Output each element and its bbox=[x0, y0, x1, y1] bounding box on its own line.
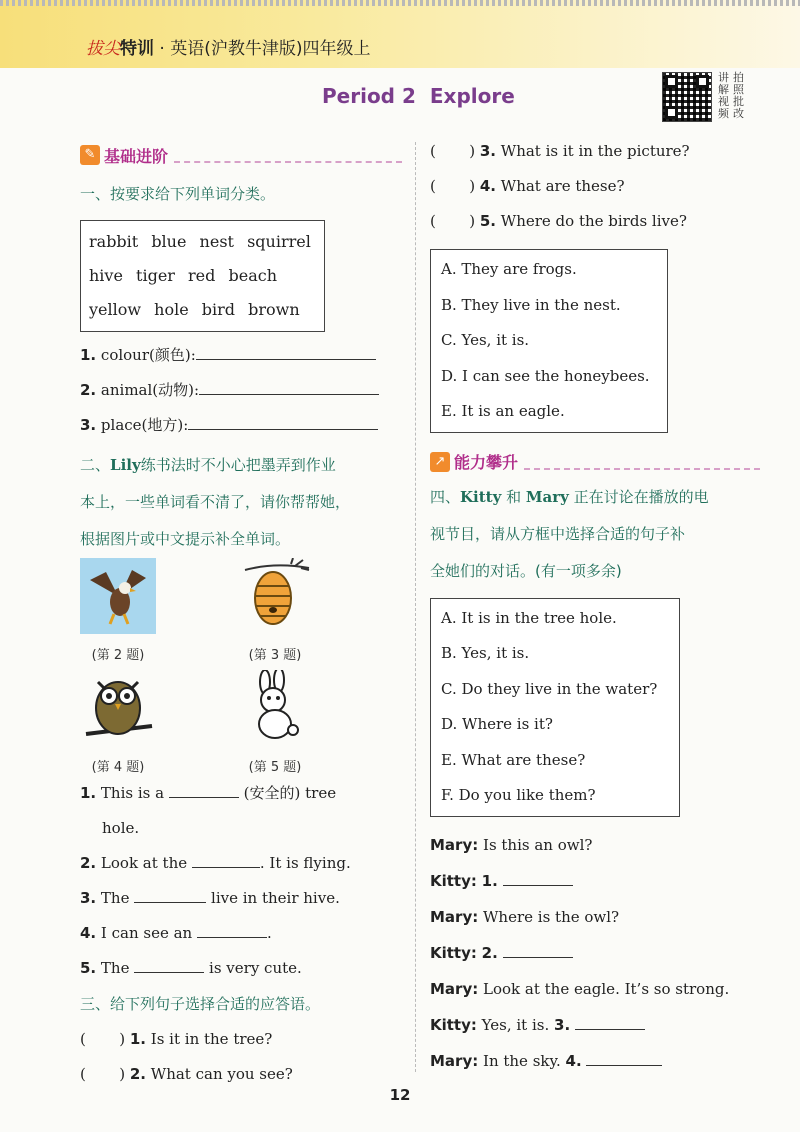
option: F. Do you like them? bbox=[441, 786, 596, 804]
q1-item-3 bbox=[80, 408, 402, 443]
item-text: is very cute. bbox=[209, 959, 302, 977]
qr-char: 讲 bbox=[718, 71, 729, 84]
book-brand bbox=[86, 34, 370, 59]
owl-icon bbox=[80, 670, 156, 746]
q2-text: 本上，一些单词看不清了，请你帮帮她， bbox=[80, 493, 351, 511]
option: E. It is an eagle. bbox=[441, 402, 565, 420]
blank-number: 1. bbox=[481, 871, 498, 890]
q2-name: Lily bbox=[110, 456, 141, 474]
caption: (第 2 题) bbox=[91, 648, 145, 663]
book-subtitle: 英语(沪教牛津版)四年级上 bbox=[170, 39, 371, 59]
item-number: 2. bbox=[80, 381, 97, 399]
item-text: This is a bbox=[100, 784, 165, 802]
dialogue-line bbox=[430, 1007, 760, 1043]
answer-blank[interactable] bbox=[575, 1016, 645, 1030]
q4-options-box bbox=[430, 598, 680, 817]
item-text: Look at the bbox=[100, 854, 188, 872]
qr-finder-tr bbox=[696, 75, 709, 88]
q2-items bbox=[80, 776, 405, 1092]
q4-number: 四、 bbox=[430, 487, 461, 506]
q3-item-1: ( ) 1. Is it in the tree? bbox=[80, 1030, 273, 1048]
option: B. They live in the nest. bbox=[441, 295, 621, 314]
section-basic bbox=[80, 142, 402, 168]
eagle-icon bbox=[80, 558, 156, 634]
answer-blank[interactable] bbox=[134, 959, 204, 973]
brand-bajian: 拔尖 bbox=[86, 39, 120, 59]
answer-blank[interactable] bbox=[197, 924, 267, 938]
header-perforation bbox=[0, 0, 800, 6]
item-number: 2. bbox=[80, 854, 97, 872]
dialogue-text: Where is the owl? bbox=[483, 907, 620, 926]
speaker: Kitty: bbox=[430, 871, 477, 890]
q4-text: 全她们的对话。(有一项多余) bbox=[430, 561, 622, 580]
word: rabbit bbox=[89, 232, 139, 251]
item-text: animal(动物): bbox=[100, 381, 200, 399]
beehive-icon bbox=[235, 558, 315, 634]
item-text: What is it in the picture? bbox=[500, 142, 690, 160]
answer-blank[interactable] bbox=[196, 346, 376, 360]
item-text: Is it in the tree? bbox=[150, 1030, 273, 1048]
answer-blank[interactable] bbox=[503, 944, 573, 958]
word: blue bbox=[151, 232, 187, 251]
q2-item-2 bbox=[80, 846, 405, 881]
answer-blank[interactable] bbox=[192, 854, 260, 868]
qr-char: 批 bbox=[733, 95, 744, 108]
section-advanced bbox=[430, 449, 760, 475]
item-number: 4. bbox=[479, 177, 496, 195]
dialogue-line bbox=[430, 935, 760, 971]
q4-prompt bbox=[430, 479, 760, 590]
word: squirrel bbox=[247, 232, 311, 251]
q2-item-4 bbox=[80, 916, 405, 951]
qr-finder-tl bbox=[665, 75, 678, 88]
q2-number: 二、 bbox=[80, 456, 111, 474]
item-text: What are these? bbox=[500, 177, 625, 195]
item-number: 3. bbox=[80, 889, 97, 907]
caption: (第 4 题) bbox=[91, 760, 145, 775]
q2-item-1-cont: hole. bbox=[102, 819, 140, 837]
word: brown bbox=[248, 300, 300, 319]
q4-name: Mary bbox=[525, 487, 569, 506]
q3-prompt: 三、给下列句子选择合适的应答语。 bbox=[80, 995, 321, 1013]
eagle-picture bbox=[80, 558, 156, 663]
word: yellow bbox=[89, 300, 142, 319]
word: beach bbox=[228, 266, 277, 285]
dialogue-text: Is this an owl? bbox=[483, 835, 593, 854]
word-row-1 bbox=[89, 225, 316, 259]
q1-item-1 bbox=[80, 338, 402, 373]
word-box bbox=[80, 220, 325, 332]
dialogue-line bbox=[430, 827, 760, 863]
item-text: What can you see? bbox=[150, 1065, 293, 1083]
option: D. I can see the honeybees. bbox=[441, 366, 650, 385]
item-text: colour(颜色): bbox=[100, 346, 196, 364]
section-title: 能力攀升 bbox=[454, 453, 519, 472]
option: B. Yes, it is. bbox=[441, 644, 530, 662]
q2-item-3 bbox=[80, 881, 405, 916]
word: tiger bbox=[136, 266, 175, 285]
answer-blank[interactable] bbox=[188, 416, 378, 430]
dialogue-text: In the sky. bbox=[483, 1051, 561, 1070]
left-column bbox=[80, 142, 402, 558]
pencil-icon: ✎ bbox=[80, 145, 100, 165]
item-hint: (安全的) bbox=[243, 784, 301, 802]
item-number: 3. bbox=[479, 142, 496, 160]
option: E. What are these? bbox=[441, 750, 586, 769]
option: D. Where is it? bbox=[441, 715, 553, 733]
answer-blank[interactable] bbox=[169, 784, 239, 798]
item-number: 1. bbox=[129, 1030, 146, 1048]
item-text: place(地方): bbox=[100, 416, 189, 434]
section-rule bbox=[174, 161, 402, 163]
qr-char: 频 bbox=[718, 107, 729, 120]
word: red bbox=[188, 266, 216, 285]
item-number: 4. bbox=[80, 924, 97, 942]
speaker: Mary: bbox=[430, 1051, 479, 1070]
item-text: Where do the birds live? bbox=[500, 212, 687, 230]
q1-item-2 bbox=[80, 373, 402, 408]
page-title bbox=[322, 84, 515, 108]
speaker: Kitty: bbox=[430, 1015, 477, 1034]
dialogue-line bbox=[430, 1043, 760, 1079]
option: C. Yes, it is. bbox=[441, 331, 530, 349]
climb-icon: ↗ bbox=[430, 452, 450, 472]
q3-item-2: ( ) 2. What can you see? bbox=[80, 1065, 293, 1083]
page-number: 12 bbox=[389, 1086, 411, 1104]
q2-item-1 bbox=[80, 776, 405, 811]
word-row-2 bbox=[89, 259, 316, 293]
qr-char: 解 bbox=[718, 83, 729, 96]
item-text: . bbox=[267, 924, 272, 942]
dialogue bbox=[430, 827, 760, 1079]
q2-prompt bbox=[80, 447, 402, 558]
q2-text: 根据图片或中文提示补全单词。 bbox=[80, 530, 291, 548]
item-text: . It is flying. bbox=[259, 854, 351, 872]
speaker: Mary: bbox=[430, 907, 479, 926]
item-number: 5. bbox=[80, 959, 97, 977]
blank-number: 2. bbox=[481, 943, 498, 962]
qr-finder-bl bbox=[665, 106, 678, 119]
item-text: I can see an bbox=[100, 924, 193, 942]
qr-char: 拍 bbox=[733, 71, 744, 84]
hive-picture bbox=[235, 558, 315, 663]
item-number: 5. bbox=[479, 212, 496, 230]
blank-number: 4. bbox=[565, 1051, 582, 1070]
section-title: 基础进阶 bbox=[104, 146, 169, 166]
dialogue-line bbox=[430, 899, 760, 935]
caption: (第 3 题) bbox=[248, 648, 302, 663]
q3-item-3: ( ) 3. What is it in the picture? bbox=[430, 142, 690, 160]
speaker: Kitty: bbox=[430, 943, 477, 962]
word: bird bbox=[201, 300, 236, 319]
item-number: 1. bbox=[80, 784, 97, 802]
q2-text: 练书法时不小心把墨弄到作业 bbox=[140, 456, 336, 474]
q3-options-box bbox=[430, 249, 668, 433]
answer-blank[interactable] bbox=[134, 889, 206, 903]
brand-texun: 特训 bbox=[120, 39, 154, 59]
period-label: Period 2 bbox=[322, 84, 416, 108]
option: A. It is in the tree hole. bbox=[441, 608, 617, 627]
item-text: live in their hive. bbox=[211, 889, 340, 907]
word: hive bbox=[89, 266, 123, 285]
qr-char: 照 bbox=[733, 83, 744, 96]
answer-blank[interactable] bbox=[199, 381, 379, 395]
qr-char: 改 bbox=[733, 107, 744, 120]
q4-text: 正在讨论在播放的电 bbox=[573, 487, 709, 506]
item-number: 3. bbox=[80, 416, 97, 434]
speaker: Mary: bbox=[430, 979, 479, 998]
q3-item-4: ( ) 4. What are these? bbox=[430, 177, 625, 195]
q3-item-5: ( ) 5. Where do the birds live? bbox=[430, 212, 687, 230]
option: C. Do they live in the water? bbox=[441, 679, 658, 698]
q4-text: 视节目，请从方框中选择合适的句子补 bbox=[430, 524, 686, 543]
dialogue-text: Yes, it is. bbox=[481, 1015, 550, 1034]
dialogue-text: Look at the eagle. It’s so strong. bbox=[483, 979, 730, 998]
answer-blank[interactable] bbox=[586, 1052, 662, 1066]
dialogue-line bbox=[430, 863, 760, 899]
answer-blank[interactable] bbox=[503, 872, 573, 886]
column-divider bbox=[415, 142, 416, 1072]
option: A. They are frogs. bbox=[441, 260, 577, 278]
brand-dot: · bbox=[159, 39, 165, 59]
item-number: 2. bbox=[129, 1065, 146, 1083]
word: nest bbox=[199, 232, 234, 251]
word-row-3 bbox=[89, 293, 316, 327]
speaker: Mary: bbox=[430, 835, 479, 854]
item-text: The bbox=[100, 959, 130, 977]
rabbit-picture bbox=[235, 670, 315, 775]
rabbit-icon bbox=[235, 670, 315, 746]
right-column bbox=[430, 134, 760, 1079]
q2-item-5 bbox=[80, 951, 405, 986]
q4-name: Kitty bbox=[460, 487, 502, 506]
section-rule bbox=[524, 468, 760, 470]
dialogue-line bbox=[430, 971, 760, 1007]
caption: (第 5 题) bbox=[248, 760, 302, 775]
qr-char: 视 bbox=[718, 95, 729, 108]
q4-text: 和 bbox=[506, 487, 522, 506]
item-number: 1. bbox=[80, 346, 97, 364]
word: hole bbox=[154, 300, 189, 319]
owl-picture bbox=[80, 670, 156, 775]
topic-label: Explore bbox=[429, 84, 515, 108]
qr-code[interactable] bbox=[662, 72, 712, 122]
blank-number: 3. bbox=[554, 1015, 571, 1034]
q1-prompt: 一、按要求给下列单词分类。 bbox=[80, 185, 276, 203]
qr-caption bbox=[716, 72, 750, 120]
item-text: The bbox=[100, 889, 130, 907]
item-text: tree bbox=[305, 784, 337, 802]
